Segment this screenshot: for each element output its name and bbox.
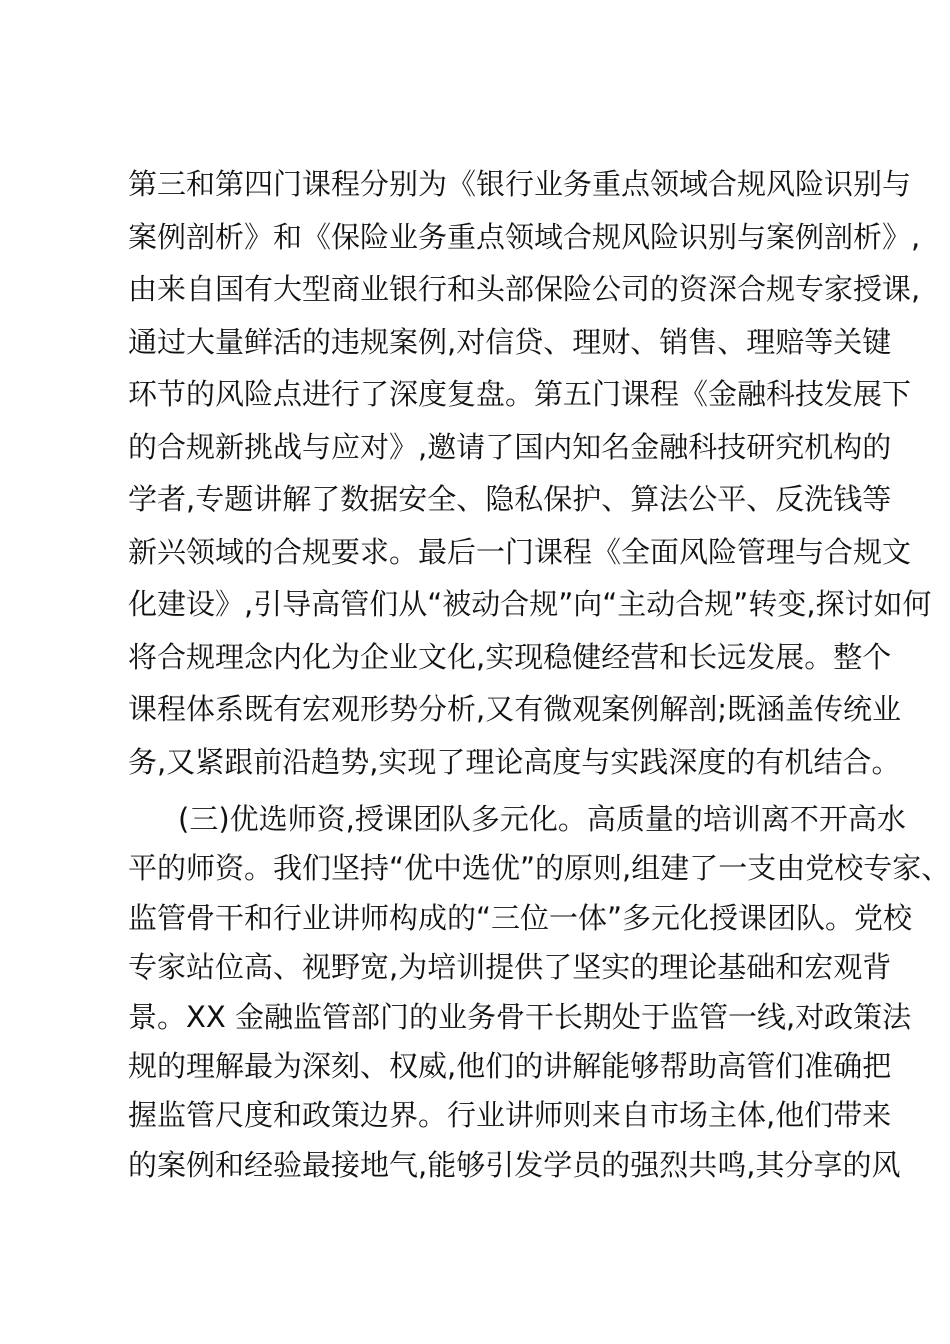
paragraph-course-system — [128, 158, 932, 788]
paragraph-faculty-selection — [128, 795, 950, 1190]
text-line: 案例剖析》和《保险业务重点领域合规风险识别与案例剖析》, — [128, 219, 921, 254]
text-line: 专家站位高、视野宽,为培训提供了坚实的理论基础和宏观背 — [128, 950, 892, 985]
text-line: 化建设》,引导高管们从“被动合规”向“主动合规”转变,探讨如何 — [128, 587, 932, 621]
text-line: 的案例和经验最接地气,能够引发学员的强烈共鸣,其分享的风 — [128, 1147, 901, 1182]
text-line: 通过大量鲜活的违规案例,对信贷、理财、销售、理赔等关键 — [128, 324, 892, 359]
text-line: 新兴领域的合规要求。最后一门课程《全面风险管理与合规文 — [128, 534, 912, 569]
text-line: 将合规理念内化为企业文化,实现稳健经营和长远发展。整个 — [128, 639, 892, 674]
text-line: 的合规新挑战与应对》,邀请了国内知名金融科技研究机构的 — [128, 429, 892, 464]
text-line: 学者,专题讲解了数据安全、隐私保护、算法公平、反洗钱等 — [128, 482, 892, 516]
text-line: 景。XX 金融监管部门的业务骨干长期处于监管一线,对政策法 — [128, 999, 912, 1034]
text-line: 第三和第四门课程分别为《银行业务重点领域合规风险识别与 — [128, 167, 912, 201]
text-line: 课程体系既有宏观形势分析,又有微观案例解剖;既涵盖传统业 — [128, 692, 901, 726]
text-line: 规的理解最为深刻、权威,他们的讲解能够帮助高管们准确把 — [128, 1048, 892, 1083]
text-line: 务,又紧跟前沿趋势,实现了理论高度与实践深度的有机结合。 — [128, 744, 901, 779]
text-line: 由来自国有大型商业银行和头部保险公司的资深合规专家授课, — [128, 272, 921, 306]
text-line: 环节的风险点进行了深度复盘。第五门课程《金融科技发展下 — [128, 377, 912, 411]
section-heading-line: (三)优选师资,授课团队多元化。高质量的培训离不开高水 — [178, 802, 906, 836]
text-line: 握监管尺度和政策边界。行业讲师则来自市场主体,他们带来 — [128, 1098, 892, 1133]
text-line: 监管骨干和行业讲师构成的“三位一体”多元化授课团队。党校 — [128, 900, 913, 935]
text-line: 平的师资。我们坚持“优中选优”的原则,组建了一支由党校专家、 — [128, 851, 950, 886]
